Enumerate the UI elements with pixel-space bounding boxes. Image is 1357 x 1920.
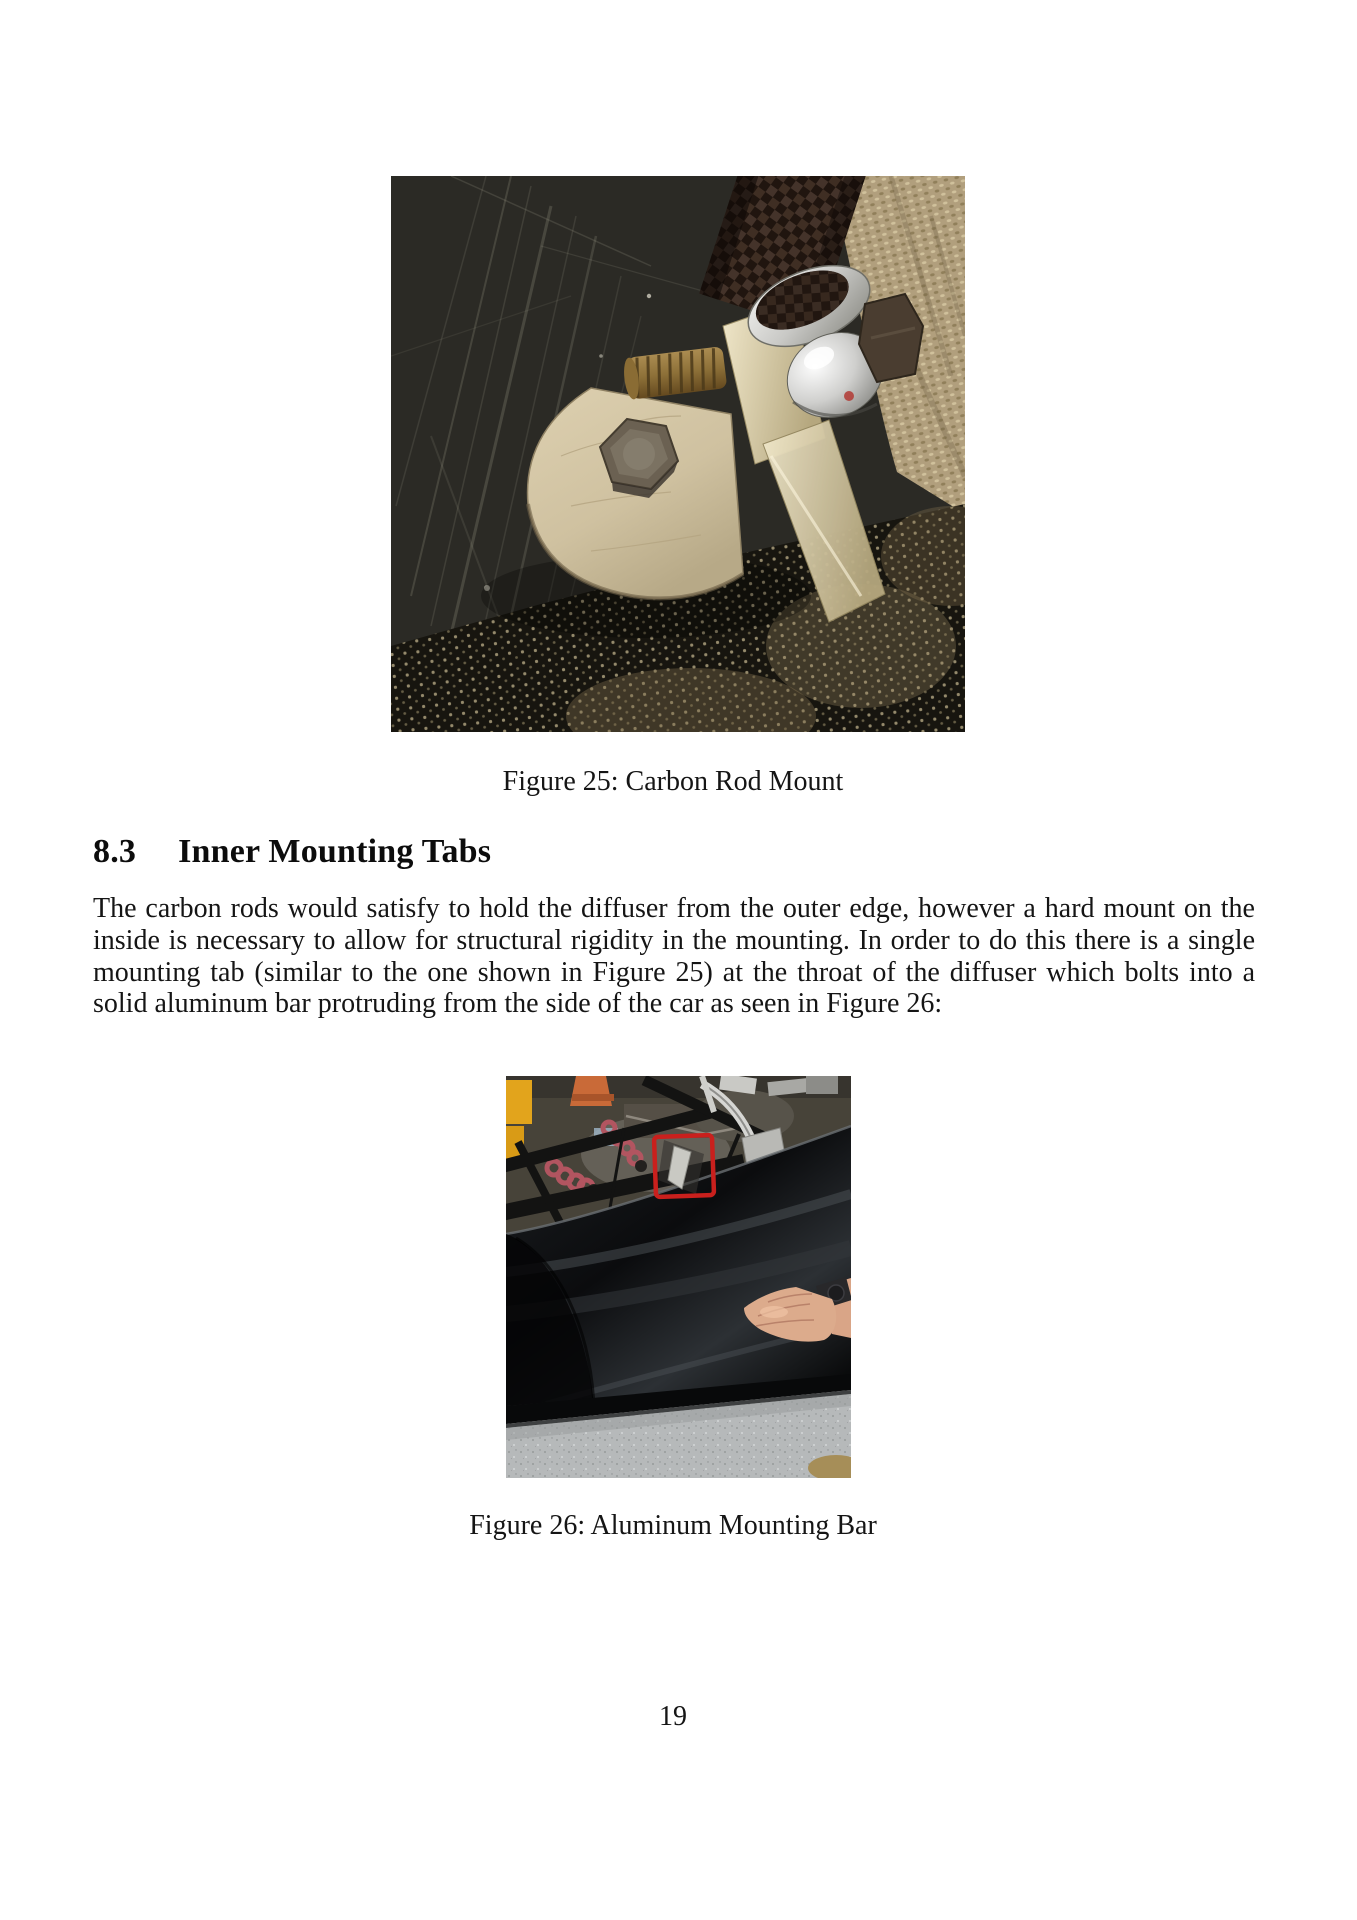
figure-25-caption: Figure 25: Carbon Rod Mount [502,766,844,797]
figure-25-image [391,176,965,732]
figure-26-image [506,1076,851,1478]
figure-26-caption: Figure 26: Aluminum Mounting Bar [469,1510,877,1541]
body-paragraph: The carbon rods would satisfy to hold the diffuser from the outer edge, however a hard mount on the inside is necessary to allow for structural rigidity in the mounting. In order to do this there is a single mounting tab (similar to the one shown in Figure 25) at the throat of the diffuser which bolts into a solid aluminum bar protruding from the side of the car as seen in Figure 26: [93,893,1255,1020]
spring-end [635,1160,647,1172]
page-number: 19 [659,1701,687,1732]
hand-highlight [760,1306,788,1318]
yellow-panel [506,1080,532,1124]
orange-cone [570,1076,612,1106]
section-number: 8.3 [93,833,137,870]
section-heading [93,833,1253,871]
cone-base [572,1094,614,1101]
section-title: Inner Mounting Tabs [178,833,492,870]
